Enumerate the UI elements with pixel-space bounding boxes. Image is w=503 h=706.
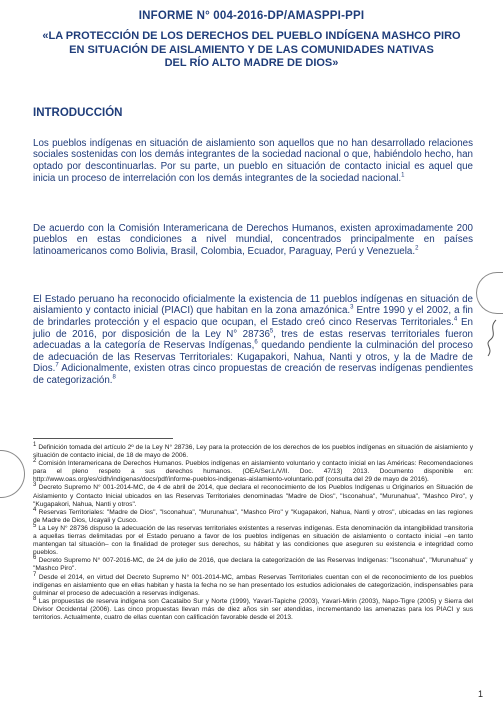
paragraph [33, 223, 473, 258]
footnote-text: Desde el 2014, en virtud del Decreto Supremo N° 001-2014-MC, ambas Reservas Territoriales cuentan con el de reconocimiento de los pueblos indígenas en aislamiento que en ellas habitan y hasta la fecha no se han presentado los estudios adicionales de categorización, indispensables para culminar el proceso de adecuación a reservas indígenas. [33, 573, 473, 597]
paragraph-text: El Estado peruano ha reconocido oficialmente la existencia de 11 pueblos indígenas en situación de aislamiento y contacto inicial (PIACI) que habitan en la zona amazónica. [33, 293, 473, 317]
footnote-text: Las propuestas de reserva indígena son Cacataibo Sur y Norte (1999), Yavarí-Tapiche (2003), Yavarí-Mirin (2003), Napo-Tigre (2005) y Sierra del Divisor Occidental (2006). Las cinco propuestas llevan más de diez años sin ser atendidas, incrementando las amenazas para los PIACI y sus territorios. Actualmente, cuatro de ellas cuentan con calificación favorable desde el 2013. [33, 597, 473, 621]
footnote [33, 441, 473, 460]
section-heading: INTRODUCCIÓN [33, 107, 123, 119]
footnote-text: La Ley N° 28736 dispuso la adecuación de las reservas territoriales existentes a reservas indígenas. Esta denominación da intangibilidad transitoria a aquellas tierras delimitadas por el Estado peruano a favor de los pueblos indígenas en situación de aislamiento o contacto inicial –en tanto mantengan tal situación– con la finalidad de proteger sus derechos, su hábitat y las condiciones que aseguren su existencia e integridad como pueblos. [33, 524, 473, 557]
stamp-seal [0, 450, 25, 498]
title-line: «LA PROTECCIÓN DE LOS DERECHOS DEL PUEBLO INDÍGENA MASHCO PIRO [42, 30, 461, 42]
footnote-number: 5 [33, 522, 37, 529]
footnote-ref[interactable]: 8 [112, 374, 116, 381]
page-number: 1 [477, 689, 483, 699]
paragraph-text: En julio de 2016, por disposición de la Ley N° 28736 [33, 316, 473, 340]
footnote [33, 595, 473, 622]
footnote-text: Definición tomada del artículo 2º de la Ley N° 28736, Ley para la protección de los derechos de los pueblos indígenas en situación de aislamiento y situación de contacto inicial, de 18 de mayo de 2006. [33, 444, 473, 460]
footnote-text: Decreto Supremo N° 007-2016-MC, de 24 de julio de 2016, que declara la categorización de las Reservas Indígenas: "Isconahua", "Murunahua" y "Mashco Piro". [33, 557, 473, 573]
paragraph-text: quedando pendiente la culminación del proceso de adecuación de las Reservas Territoriales: Kugapakori, Nahua, Nanti y otros, y la de Madre de Dios. [33, 340, 473, 375]
footnote [33, 557, 473, 573]
paragraph-text: Entre 1990 y el 2002, a fin de brindarles protección y el espacio que ocupan, el Estado creó cinco Reservas Territoriales. [33, 305, 473, 328]
footnote-number: 3 [33, 482, 37, 489]
footnote-divider [33, 438, 173, 439]
report-title [30, 30, 473, 71]
footnotes [33, 441, 473, 622]
paragraph [33, 294, 473, 387]
footnote-number: 8 [33, 595, 37, 602]
footnote-ref[interactable]: 5 [269, 328, 274, 335]
footnote-ref[interactable]: 7 [55, 363, 59, 370]
footnote-number: 4 [33, 506, 37, 513]
paragraph-text: , tres de estas reservas territoriales fueron adecuadas a la categoría de Reservas Indígenas, [33, 328, 473, 352]
footnote-ref[interactable]: 1 [401, 172, 405, 179]
footnote-text: Decreto Supremo N° 001-2014-MC, de 4 de abril de 2014, que declara el reconocimiento de los Pueblos Indígenas u Originarios en Situación de Aislamiento y Contacto Inicial ubicados en las Reservas Territoriales denominadas "Madre de Dios", "Isconahua", "Murunahua", "Mashco Piro", y "Kugapakori, Nahua, Nanti y otros". [33, 484, 473, 508]
paragraph-text: Los pueblos indígenas en situación de aislamiento son aquellos que no han desarrollado relaciones sociales sostenidas con los demás integrantes de la sociedad nacional o que, habiéndolo hecho, han optado por descontinuarlas. Por su parte, un pueblo en situación de contacto inicial es aquel que inicia un proceso de interrelación con los demás integrantes de la sociedad nacional. [33, 137, 473, 184]
footnote-ref[interactable]: 2 [415, 245, 419, 252]
footnote [33, 522, 473, 557]
footnote-ref[interactable]: 4 [453, 316, 458, 323]
signature-mark [482, 318, 502, 358]
footnote-number: 6 [33, 555, 37, 562]
paragraph-text: De acuerdo con la Comisión Interamericana de Derechos Humanos, existen aproximadamente 200 pueblos en estas condiciones a nivel mundial, concentrados principalmente en países latinoamericanos como Bolivia, Brasil, Colombia, Ecuador, Paraguay, Perú y Venezuela. [33, 222, 473, 257]
paragraph-text: Adicionalmente, existen otras cinco propuestas de creación de reservas indígenas pendientes de categorización. [33, 363, 473, 386]
footnote [33, 506, 473, 525]
title-line: EN SITUACIÓN DE AISLAMIENTO Y DE LAS COMUNIDADES NATIVAS [69, 43, 434, 56]
footnote-text: Reservas Territoriales: "Madre de Dios", "Isconahua", "Murunahua", "Mashco Piro" y "Kugapakori, Nahua, Nanti y otros", ubicadas en las regiones de Madre de Dios, Ucayali y Cusco. [33, 508, 473, 524]
footnote-ref[interactable]: 3 [350, 305, 354, 312]
paragraph [33, 138, 473, 184]
footnote [33, 460, 473, 484]
footnote [33, 484, 473, 508]
report-id: INFORME N° 004-2016-DP/AMASPPI-PPI [138, 10, 365, 22]
footnote-number: 2 [33, 458, 37, 464]
footnote [33, 571, 473, 598]
footnote-text: Comisión Interamericana de Derechos Humanos. Pueblos indígenas en aislamiento voluntario y contacto inicial en las Américas: Recomendaciones para el pleno respeto a sus derechos humanos. (OEA/Ser.L/V/II. Doc. 47/13) 2013. Documento disponible en: http://www.oas.org/es/cidh/indigenas/docs/pdf/informe-pueblos-indigenas-aislamiento-voluntario.pdf (consulta del 29 de mayo de 2016). [33, 460, 473, 484]
stamp-seal [476, 272, 503, 314]
footnote-number: 1 [33, 441, 37, 448]
title-line: DEL RÍO ALTO MADRE DE DIOS» [164, 57, 339, 69]
footnote-ref[interactable]: 6 [254, 339, 258, 346]
footnote-number: 7 [33, 571, 37, 578]
